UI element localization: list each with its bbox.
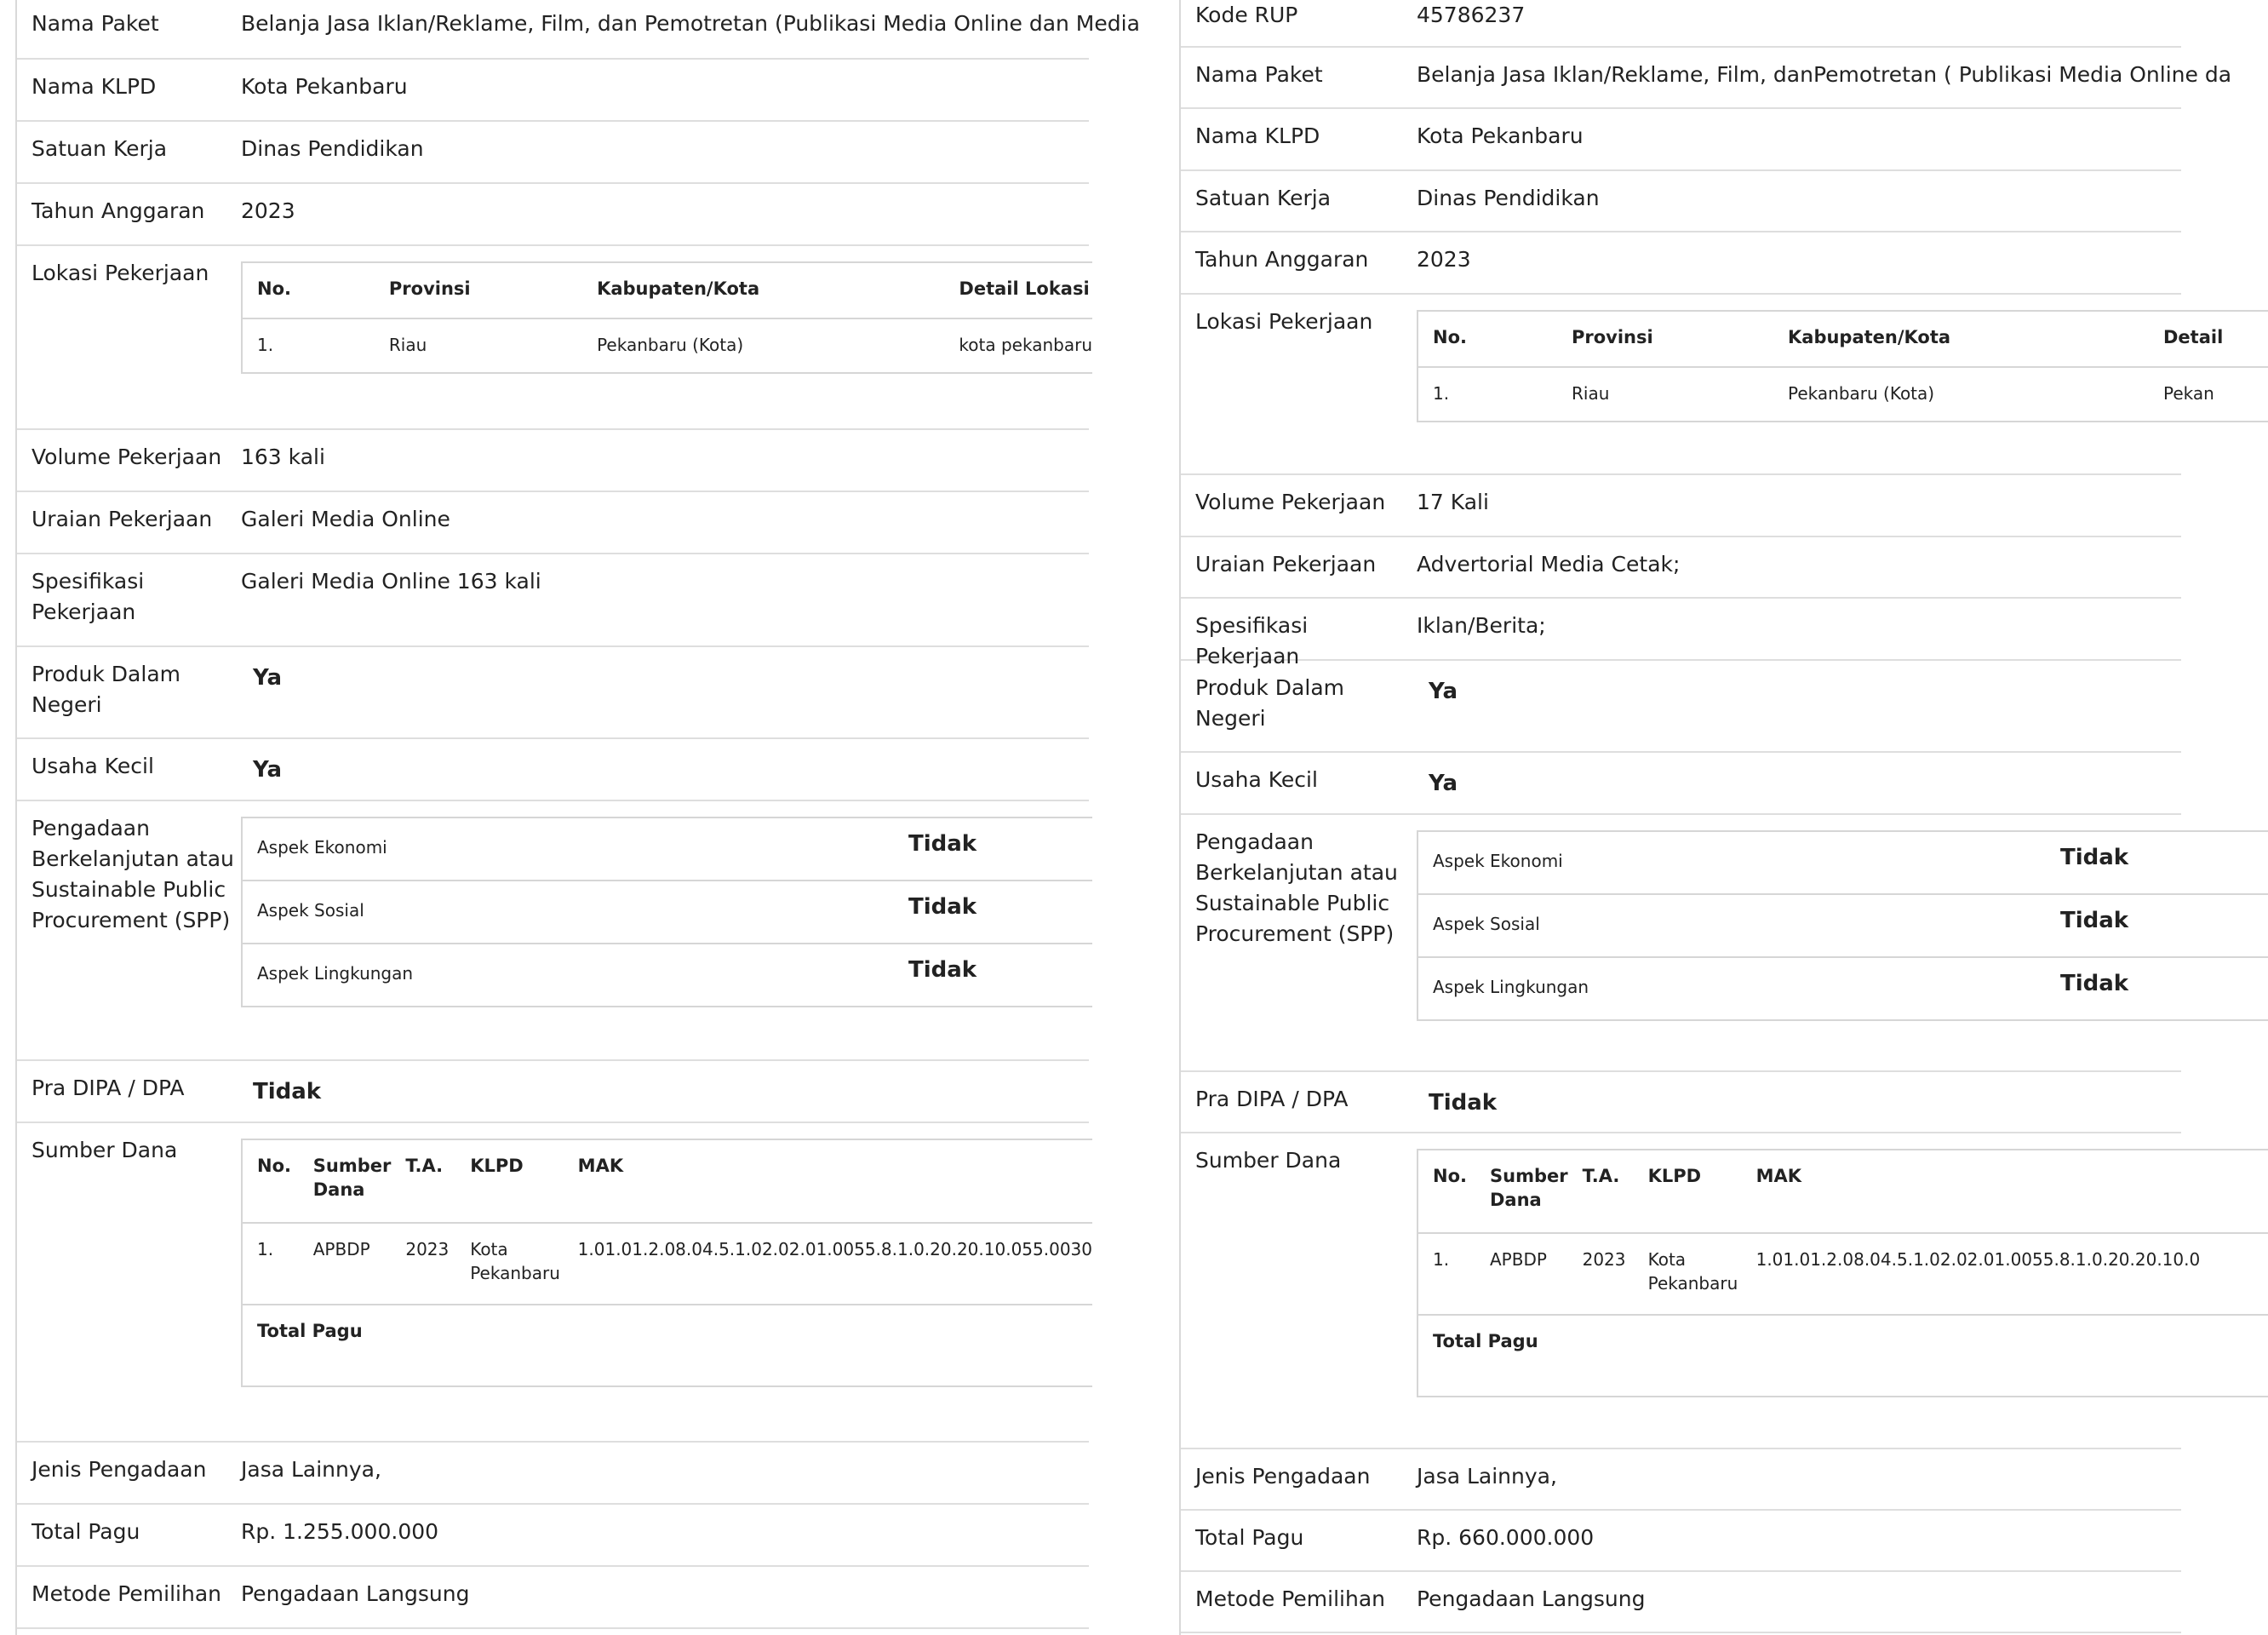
row-kode-rup bbox=[1181, 0, 2181, 48]
value-produk-dalam-negeri: Ya bbox=[253, 665, 282, 691]
label-metode-pemilihan: Metode Pemilihan bbox=[32, 1581, 222, 1606]
value-pra-dipa: Tidak bbox=[1429, 1090, 1498, 1116]
label-total-pagu: Total Pagu bbox=[1195, 1525, 1304, 1550]
value-satuan-kerja: Dinas Pendidikan bbox=[1417, 186, 1600, 210]
spp-aspek-lingkungan: Aspek Lingkungan bbox=[257, 963, 414, 984]
value-jenis-pengadaan: Jasa Lainnya, bbox=[1417, 1464, 1557, 1489]
label-spp: Pengadaan Berkelanjutan atau Sustainable Public Procurement (SPP) bbox=[32, 816, 234, 932]
lokasi-header-provinsi: Provinsi bbox=[388, 278, 471, 299]
table-row bbox=[1418, 894, 2268, 957]
spp-value-lingkungan: Tidak bbox=[908, 957, 977, 983]
label-usaha-kecil: Usaha Kecil bbox=[1195, 767, 1318, 792]
row-nama-paket bbox=[1181, 48, 2232, 109]
label-produk-dalam-negeri: Produk Dalam Negeri bbox=[32, 662, 180, 717]
dana-cell-no: 1. bbox=[1433, 1249, 1450, 1270]
value-uraian: Galeri Media Online bbox=[241, 507, 450, 531]
spp-value-sosial: Tidak bbox=[908, 894, 977, 920]
lokasi-header-provinsi: Provinsi bbox=[1572, 327, 1653, 347]
value-usaha-kecil: Ya bbox=[253, 757, 282, 783]
value-nama-klpd: Kota Pekanbaru bbox=[241, 74, 408, 99]
label-spp: Pengadaan Berkelanjutan atau Sustainable Public Procurement (SPP) bbox=[1195, 829, 1398, 946]
row-pra-dipa bbox=[17, 1061, 1089, 1123]
row-satuan-kerja bbox=[1181, 171, 2181, 232]
label-pra-dipa: Pra DIPA / DPA bbox=[32, 1076, 185, 1100]
dana-header-klpd: KLPD bbox=[470, 1156, 524, 1176]
table-row bbox=[242, 318, 1092, 373]
row-total-pagu bbox=[17, 1505, 1089, 1567]
dana-header-ta: T.A. bbox=[1582, 1166, 1620, 1186]
dana-header-mak: MAK bbox=[577, 1156, 624, 1176]
row-lokasi-pekerjaan bbox=[1181, 295, 2224, 475]
dana-total-pagu-label: Total Pagu bbox=[257, 1321, 363, 1341]
lokasi-cell-provinsi: Riau bbox=[1572, 383, 1610, 404]
row-tahun-anggaran bbox=[1181, 232, 2181, 295]
table-row bbox=[242, 881, 1092, 944]
lokasi-cell-detail: kota pekanbaru bbox=[959, 335, 1092, 355]
label-sumber-dana: Sumber Dana bbox=[32, 1138, 178, 1162]
value-spesifikasi: Iklan/Berita; bbox=[1417, 613, 1546, 638]
table-row bbox=[242, 1305, 1092, 1386]
label-nama-klpd: Nama KLPD bbox=[32, 74, 157, 99]
dana-cell-no: 1. bbox=[257, 1239, 274, 1259]
spp-value-ekonomi: Tidak bbox=[2060, 845, 2129, 870]
lokasi-cell-no: 1. bbox=[257, 335, 274, 355]
label-spesifikasi: Spesifikasi Pekerjaan bbox=[1195, 613, 1309, 668]
lokasi-header-no: No. bbox=[1433, 327, 1467, 347]
value-volume: 163 kali bbox=[241, 445, 325, 469]
row-volume bbox=[17, 430, 1089, 492]
dana-cell-mak: 1.01.01.2.08.04.5.1.02.02.01.0055.8.1.0.20.20.10.0 bbox=[1755, 1249, 2201, 1270]
sumber-dana-table bbox=[1417, 1149, 2268, 1397]
row-volume bbox=[1181, 475, 2181, 537]
row-sumber-dana bbox=[1181, 1133, 2201, 1449]
sumber-dana-table bbox=[241, 1139, 1092, 1387]
left-package-detail bbox=[15, 0, 1140, 1635]
value-volume: 17 Kali bbox=[1417, 490, 1489, 514]
row-usaha-kecil bbox=[17, 739, 1089, 801]
label-nama-paket: Nama Paket bbox=[32, 11, 159, 36]
right-package-detail bbox=[1179, 0, 2232, 1635]
spp-aspek-ekonomi: Aspek Ekonomi bbox=[1433, 851, 1563, 871]
label-tahun-anggaran: Tahun Anggaran bbox=[32, 198, 205, 223]
spp-value-sosial: Tidak bbox=[2060, 908, 2129, 933]
label-uraian: Uraian Pekerjaan bbox=[1195, 552, 1377, 577]
dana-total-pagu-label: Total Pagu bbox=[1433, 1331, 1538, 1351]
label-tahun-anggaran: Tahun Anggaran bbox=[1195, 247, 1369, 272]
value-tahun-anggaran: 2023 bbox=[1417, 247, 1471, 272]
label-volume: Volume Pekerjaan bbox=[32, 445, 222, 469]
row-nama-paket bbox=[17, 0, 1140, 60]
dana-cell-ta: 2023 bbox=[405, 1239, 450, 1259]
lokasi-header-no: No. bbox=[257, 278, 291, 299]
dana-header-no: No. bbox=[257, 1156, 291, 1176]
value-usaha-kecil: Ya bbox=[1429, 771, 1458, 796]
dana-cell-klpd: Kota Pekanbaru bbox=[1647, 1249, 1738, 1294]
value-total-pagu: Rp. 1.255.000.000 bbox=[241, 1519, 439, 1544]
row-produk-dalam-negeri bbox=[1181, 661, 2181, 753]
spp-aspek-ekonomi: Aspek Ekonomi bbox=[257, 837, 387, 858]
row-produk-dalam-negeri bbox=[17, 647, 1089, 739]
value-metode-pemilihan: Pengadaan Langsung bbox=[241, 1581, 470, 1606]
dana-cell-sumber: APBDP bbox=[1490, 1249, 1547, 1270]
label-produk-dalam-negeri: Produk Dalam Negeri bbox=[1195, 675, 1344, 731]
lokasi-cell-kabupaten: Pekanbaru (Kota) bbox=[1788, 383, 1935, 404]
table-row bbox=[242, 944, 1092, 1007]
lokasi-table bbox=[1417, 310, 2268, 422]
dana-cell-klpd: Kota Pekanbaru bbox=[470, 1239, 560, 1283]
lokasi-header-kabupaten: Kabupaten/Kota bbox=[597, 278, 760, 299]
row-spp bbox=[17, 801, 1089, 1061]
row-tahun-anggaran bbox=[17, 184, 1089, 246]
label-metode-pemilihan: Metode Pemilihan bbox=[1195, 1586, 1386, 1611]
row-spp bbox=[1181, 815, 2181, 1072]
lokasi-table bbox=[241, 261, 1092, 374]
table-row bbox=[242, 1223, 1092, 1305]
dana-cell-ta: 2023 bbox=[1582, 1249, 1626, 1270]
value-nama-klpd: Kota Pekanbaru bbox=[1417, 123, 1584, 148]
label-jenis-pengadaan: Jenis Pengadaan bbox=[32, 1457, 207, 1482]
table-row bbox=[1418, 957, 2268, 1020]
label-uraian: Uraian Pekerjaan bbox=[32, 507, 213, 531]
label-pra-dipa: Pra DIPA / DPA bbox=[1195, 1087, 1349, 1111]
lokasi-cell-detail: Pekan bbox=[2163, 383, 2214, 404]
dana-header-ta: T.A. bbox=[405, 1156, 444, 1176]
row-usaha-kecil bbox=[1181, 753, 2181, 815]
row-uraian bbox=[1181, 537, 2181, 599]
row-metode-pemilihan bbox=[17, 1567, 1089, 1629]
value-nama-paket: Belanja Jasa Iklan/Reklame, Film, dan Pemotretan (Publikasi Media Online dan Media bbox=[241, 11, 1140, 36]
table-row bbox=[1418, 367, 2268, 422]
row-metode-pemilihan bbox=[1181, 1572, 2181, 1633]
lokasi-cell-provinsi: Riau bbox=[388, 335, 427, 355]
label-spesifikasi: Spesifikasi Pekerjaan bbox=[32, 569, 145, 624]
row-satuan-kerja bbox=[17, 122, 1089, 184]
row-jenis-pengadaan bbox=[1181, 1449, 2181, 1511]
lokasi-header-detail: Detail bbox=[2163, 327, 2224, 347]
row-jenis-pengadaan bbox=[17, 1443, 1089, 1505]
dana-header-no: No. bbox=[1433, 1166, 1467, 1186]
label-nama-paket: Nama Paket bbox=[1195, 62, 1323, 87]
value-satuan-kerja: Dinas Pendidikan bbox=[241, 136, 424, 161]
value-tahun-anggaran: 2023 bbox=[241, 198, 295, 223]
spp-aspek-sosial: Aspek Sosial bbox=[1433, 914, 1540, 934]
label-volume: Volume Pekerjaan bbox=[1195, 490, 1386, 514]
label-total-pagu: Total Pagu bbox=[32, 1519, 140, 1544]
value-total-pagu: Rp. 660.000.000 bbox=[1417, 1525, 1595, 1550]
row-lokasi-pekerjaan bbox=[17, 246, 1092, 430]
spp-table bbox=[1417, 830, 2268, 1021]
label-lokasi-pekerjaan: Lokasi Pekerjaan bbox=[32, 261, 209, 285]
label-satuan-kerja: Satuan Kerja bbox=[1195, 186, 1332, 210]
table-row bbox=[1418, 1233, 2268, 1315]
spp-value-ekonomi: Tidak bbox=[908, 831, 977, 857]
dana-header-klpd: KLPD bbox=[1647, 1166, 1702, 1186]
value-metode-pemilihan: Pengadaan Langsung bbox=[1417, 1586, 1646, 1611]
lokasi-cell-kabupaten: Pekanbaru (Kota) bbox=[597, 335, 744, 355]
spp-value-lingkungan: Tidak bbox=[2060, 971, 2129, 996]
label-sumber-dana: Sumber Dana bbox=[1195, 1148, 1342, 1173]
label-satuan-kerja: Satuan Kerja bbox=[32, 136, 168, 161]
value-jenis-pengadaan: Jasa Lainnya, bbox=[241, 1457, 381, 1482]
dana-cell-mak: 1.01.01.2.08.04.5.1.02.02.01.0055.8.1.0.20.20.10.055.0030 bbox=[577, 1239, 1092, 1259]
row-sumber-dana bbox=[17, 1123, 1092, 1443]
row-spesifikasi bbox=[1181, 599, 2181, 668]
dana-header-sumber: Sumber Dana bbox=[312, 1156, 392, 1200]
dana-header-mak: MAK bbox=[1755, 1166, 1802, 1186]
value-spesifikasi: Galeri Media Online 163 kali bbox=[241, 569, 541, 594]
row-spesifikasi bbox=[17, 554, 1089, 647]
row-nama-klpd bbox=[17, 60, 1089, 122]
row-pra-dipa bbox=[1181, 1072, 2181, 1133]
table-row bbox=[1418, 831, 2268, 894]
value-pra-dipa: Tidak bbox=[253, 1079, 322, 1104]
spp-aspek-sosial: Aspek Sosial bbox=[257, 900, 364, 921]
lokasi-header-detail: Detail Lokasi bbox=[959, 278, 1090, 299]
label-nama-klpd: Nama KLPD bbox=[1195, 123, 1320, 148]
row-nama-klpd bbox=[1181, 109, 2181, 171]
dana-header-sumber: Sumber Dana bbox=[1490, 1166, 1568, 1210]
label-jenis-pengadaan: Jenis Pengadaan bbox=[1195, 1464, 1371, 1489]
lokasi-cell-no: 1. bbox=[1433, 383, 1450, 404]
lokasi-header-kabupaten: Kabupaten/Kota bbox=[1788, 327, 1951, 347]
table-row bbox=[1418, 1315, 2268, 1397]
spp-table bbox=[241, 817, 1092, 1007]
value-kode-rup: 45786237 bbox=[1417, 3, 1526, 27]
label-usaha-kecil: Usaha Kecil bbox=[32, 754, 154, 778]
value-produk-dalam-negeri: Ya bbox=[1429, 679, 1458, 704]
value-uraian: Advertorial Media Cetak; bbox=[1417, 552, 1681, 577]
dana-cell-sumber: APBDP bbox=[312, 1239, 370, 1259]
label-lokasi-pekerjaan: Lokasi Pekerjaan bbox=[1195, 309, 1373, 334]
label-kode-rup: Kode RUP bbox=[1195, 3, 1298, 27]
table-row bbox=[242, 818, 1092, 881]
row-total-pagu bbox=[1181, 1511, 2181, 1572]
spp-aspek-lingkungan: Aspek Lingkungan bbox=[1433, 977, 1589, 997]
value-nama-paket: Belanja Jasa Iklan/Reklame, Film, danPemotretan ( Publikasi Media Online da bbox=[1417, 62, 2232, 87]
row-uraian bbox=[17, 492, 1089, 554]
